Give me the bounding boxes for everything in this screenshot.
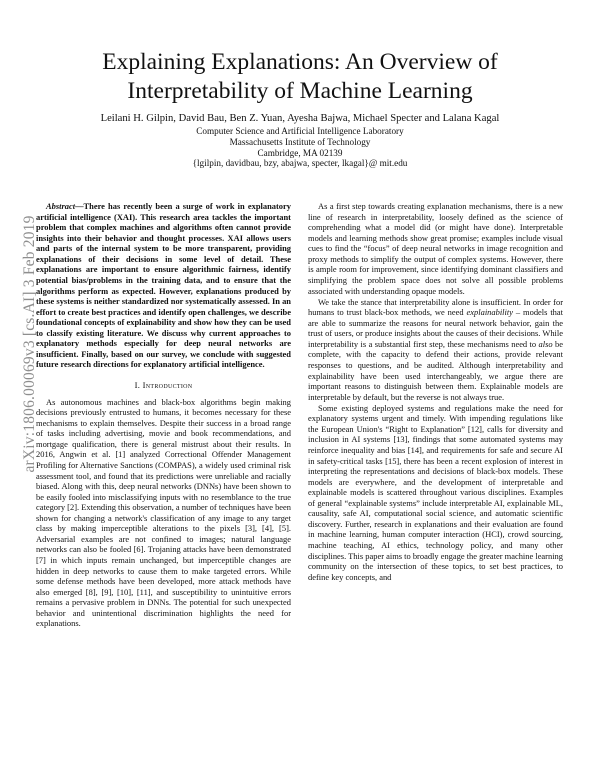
intro-paragraph-1: As autonomous machines and black-box algorithms begin making decisions previously entrusted to humans, it becomes necessary for these mechanisms to explain themselves. Despite their success in a broad range of tasks including advertising, movie and book recommendations, and mortgage qualification, there is general mistrust about their results. In 2016, Angwin et al. [1] analyzed Correctional Offender Management Profiling for Alternative Sanctions (COMPAS), a widely used criminal risk assessment tool, and found that its predictions were unreliable and racially biased. Along with this, deep neural networks (DNNs) have been shown to be easily fooled into misclassifying inputs with no resemblance to the true category [2]. Extending this observation, a number of techniques have been shown for changing a network's classification of any image to any target class by making imperceptible alterations to the pixels [3], [4], [5]. Adversarial examples are not confined to images; natural language networks can also be fooled [6]. Trojaning attacks have been demonstrated [7] in which inputs remain unchanged, but imperceptible changes are hidden in deep networks to cause them to make targeted errors. While some defense methods have been developed, more attack methods have also emerged [8], [9], [10], [11], and susceptibility to unintuitive errors remains a pervasive problem in DNNs. The potential for such unexpected behavior and unintentional discrimination highlights the need for explanations. [36,396,291,629]
affiliation-lab: Computer Science and Artificial Intelligence Laboratory [196,126,404,136]
arxiv-stamp-text: arXiv:1806.00069v3 [cs.AI] 3 Feb 2019 [21,215,38,473]
right-paragraph-2 [308,297,563,403]
abstract [36,201,291,370]
section-heading [36,380,291,391]
term-also: also [538,338,553,349]
title-line-2: Interpretability of Machine Learning [127,78,473,104]
right-paragraph-2-part-b: – models that are able to summarize the reasons for neural network behavior, gain the trust of users, or produce insights about the causes of their decisions. While interpretability is a substantial first step, these mechanisms need to [308,307,563,349]
abstract-lead: Abstract [46,201,76,211]
right-paragraph-3: Some existing deployed systems and regulations make the need for explanatory systems urgent and timely. With impending regulations like the European Union's “Right to Explanation” [12], calls for diversity and inclusion in AI systems [13], findings that some automated systems may reinforce inequality and bias [14], and requirements for safe and secure AI in safety-critical tasks [15], there has been a recent explosion of interest in interpreting the representations and decisions of black-box models. These models are everywhere, and the development of interpretable and explainable models is scattered throughout various disciplines. Examples of general “explainable systems” include interpretable AI, explainable ML, causality, safe AI, computational social science, and automatic scientific discovery. Further, research in explanations and their evaluation are found in machine learning, human computer interaction (HCI), crowd sourcing, machine teaching, AI ethics, technology policy, and many other disciplines. This paper aims to broadly engage the greater machine learning community on the intersection of these topics, to set best practices, to define key concepts, and [308,402,563,582]
affiliation [0,126,600,169]
title-line-1: Explaining Explanations: An Overview of [102,49,498,75]
section-number: I. [134,380,143,390]
right-paragraph-1: As a first step towards creating explanation mechanisms, there is a new line of research in interpretability, loosely defined as the science of comprehending what a model did (or might have done). Interpretable models and learning methods show great promise; examples include visual cues to find the “focus” of deep neural networks in image recognition and proxy methods to simplify the output of complex systems. However, there is ample room for improvement, since identifying dominant classifiers and simplifying the problem space does not solve all possible problems associated with understanding opaque models. [308,201,563,296]
right-paragraph-2-part-c: be complete, with the capacity to defend their actions, provide relevant responses to questions, and be audited. Although interpretability and explainability have been used interchangeably, we argue there are important reasons to distinguish between them. Explainable models are interpretable by default, but the reverse is not always true. [308,338,563,402]
left-column [36,201,291,629]
author-list: Leilani H. Gilpin, David Bau, Ben Z. Yuan, Ayesha Bajwa, Michael Specter and Lalana Kagal [100,113,500,124]
right-column [308,201,563,582]
right-paragraph-2-part-a: We take the stance that interpretability alone is insufficient. In order for humans to trust black-box methods, we need [308,296,563,318]
affiliation-emails: {lgilpin, davidbau, bzy, abajwa, specter, lkagal}@ mit.edu [192,158,408,169]
section-title: Introduction [142,380,193,390]
affiliation-institute: Massachusetts Institute of Technology [229,136,371,147]
term-explainability: explainability [466,307,513,318]
affiliation-address: Cambridge, MA 02139 [257,147,343,158]
abstract-text: —There has recently been a surge of work in explanatory artificial intelligence (XAI). This research area tackles the important problem that complex machines and algorithms often cannot provide insights into their behavior and thought processes. XAI allows users and parts of the internal system to be more transparent, providing explanations of their decisions in some level of detail. These explanations are important to ensure algorithmic fairness, identify potential bias/problems in the training data, and to ensure that the algorithms perform as expected. However, explanations produced by these systems is neither standardized nor systematically assessed. In an effort to create best practices and identify open challenges, we describe foundational concepts of explainability and show how they can be used to classify existing literature. We discuss why current approaches to explanatory methods especially for deep neural networks are insufficient. Finally, based on our survey, we conclude with suggested future research directions for explanatory artificial intelligence. [36,201,291,370]
paper-title [0,48,600,106]
